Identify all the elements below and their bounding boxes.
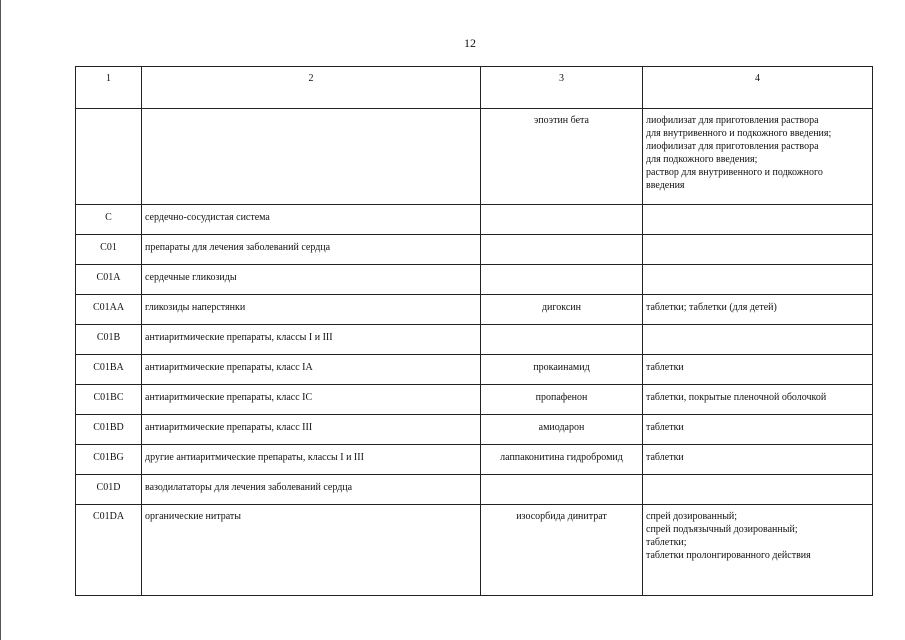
table-row: [76, 325, 873, 355]
dosage-form-line: лиофилизат для приготовления раствора: [646, 115, 819, 126]
atc-code-cell: C01D: [76, 475, 142, 505]
group-cell: сердечные гликозиды: [142, 265, 481, 295]
inn-cell: дигоксин: [481, 295, 643, 325]
column-header-1: 1: [76, 67, 142, 109]
atc-code-cell: C01BG: [76, 445, 142, 475]
dosage-forms-cell: [643, 445, 873, 475]
atc-code-cell: C01BC: [76, 385, 142, 415]
dosage-forms-cell: [643, 385, 873, 415]
inn-cell: амиодарон: [481, 415, 643, 445]
table-row: [76, 235, 873, 265]
dosage-form-line: для подкожного введения;: [646, 154, 758, 165]
group-cell: антиаритмические препараты, класс III: [142, 415, 481, 445]
table-row: [76, 295, 873, 325]
inn-cell: лаппаконитина гидробромид: [481, 445, 643, 475]
drug-table: [75, 66, 873, 596]
group-cell: антиаритмические препараты, класс IC: [142, 385, 481, 415]
inn-cell: [481, 475, 643, 505]
dosage-form-line: лиофилизат для приготовления раствора: [646, 141, 819, 152]
atc-code-cell: C: [76, 205, 142, 235]
table-row: [76, 445, 873, 475]
inn-cell: [481, 235, 643, 265]
dosage-forms-cell: [643, 415, 873, 445]
atc-code-cell: [76, 109, 142, 205]
atc-code-cell: C01BD: [76, 415, 142, 445]
group-cell: вазодилататоры для лечения заболеваний сердца: [142, 475, 481, 505]
atc-code-cell: C01: [76, 235, 142, 265]
table-row: [76, 415, 873, 445]
atc-code-cell: C01AA: [76, 295, 142, 325]
page-number: 12: [464, 36, 476, 50]
dosage-form-line: таблетки, покрытые пленочной оболочкой: [646, 392, 827, 403]
inn-cell: эпоэтин бета: [481, 109, 643, 205]
dosage-form-line: раствор для внутривенного и подкожного: [646, 167, 823, 178]
dosage-form-line: для внутривенного и подкожного введения;: [646, 128, 832, 139]
column-header-3: 3: [481, 67, 643, 109]
group-cell: [142, 109, 481, 205]
dosage-forms-cell: [643, 109, 873, 205]
inn-cell: [481, 325, 643, 355]
dosage-forms-cell: [643, 265, 873, 295]
dosage-form-line: таблетки;: [646, 537, 687, 548]
table-header-row: [76, 67, 873, 109]
group-cell: антиаритмические препараты, класс IA: [142, 355, 481, 385]
table-row: [76, 265, 873, 295]
dosage-form-line: таблетки: [646, 452, 684, 463]
dosage-form-line: таблетки пролонгированного действия: [646, 550, 811, 561]
page-left-edge: [0, 0, 1, 640]
group-cell: антиаритмические препараты, классы I и III: [142, 325, 481, 355]
dosage-forms-cell: [643, 355, 873, 385]
group-cell: другие антиаритмические препараты, классы I и III: [142, 445, 481, 475]
dosage-form-line: таблетки: [646, 362, 684, 373]
column-header-4: 4: [643, 67, 873, 109]
dosage-forms-cell: [643, 235, 873, 265]
group-cell: сердечно-сосудистая система: [142, 205, 481, 235]
dosage-form-line: спрей подъязычный дозированный;: [646, 524, 798, 535]
inn-cell: [481, 265, 643, 295]
atc-code-cell: C01BA: [76, 355, 142, 385]
table-row: [76, 109, 873, 205]
inn-cell: [481, 205, 643, 235]
group-cell: органические нитраты: [142, 505, 481, 596]
dosage-form-line: спрей дозированный;: [646, 511, 738, 522]
dosage-forms-cell: [643, 325, 873, 355]
inn-cell: изосорбида динитрат: [481, 505, 643, 596]
dosage-form-line: таблетки: [646, 422, 684, 433]
group-cell: препараты для лечения заболеваний сердца: [142, 235, 481, 265]
dosage-forms-cell: [643, 205, 873, 235]
table-row: [76, 475, 873, 505]
table-row: [76, 205, 873, 235]
table-row: [76, 385, 873, 415]
inn-cell: пропафенон: [481, 385, 643, 415]
dosage-forms-cell: [643, 295, 873, 325]
column-header-2: 2: [142, 67, 481, 109]
group-cell: гликозиды наперстянки: [142, 295, 481, 325]
atc-code-cell: C01A: [76, 265, 142, 295]
atc-code-cell: C01DA: [76, 505, 142, 596]
dosage-forms-cell: [643, 505, 873, 596]
dosage-forms-cell: [643, 475, 873, 505]
dosage-form-line: таблетки; таблетки (для детей): [646, 302, 777, 313]
table-row: [76, 505, 873, 596]
dosage-form-line: введения: [646, 180, 685, 191]
inn-cell: прокаинамид: [481, 355, 643, 385]
table-row: [76, 355, 873, 385]
atc-code-cell: C01B: [76, 325, 142, 355]
